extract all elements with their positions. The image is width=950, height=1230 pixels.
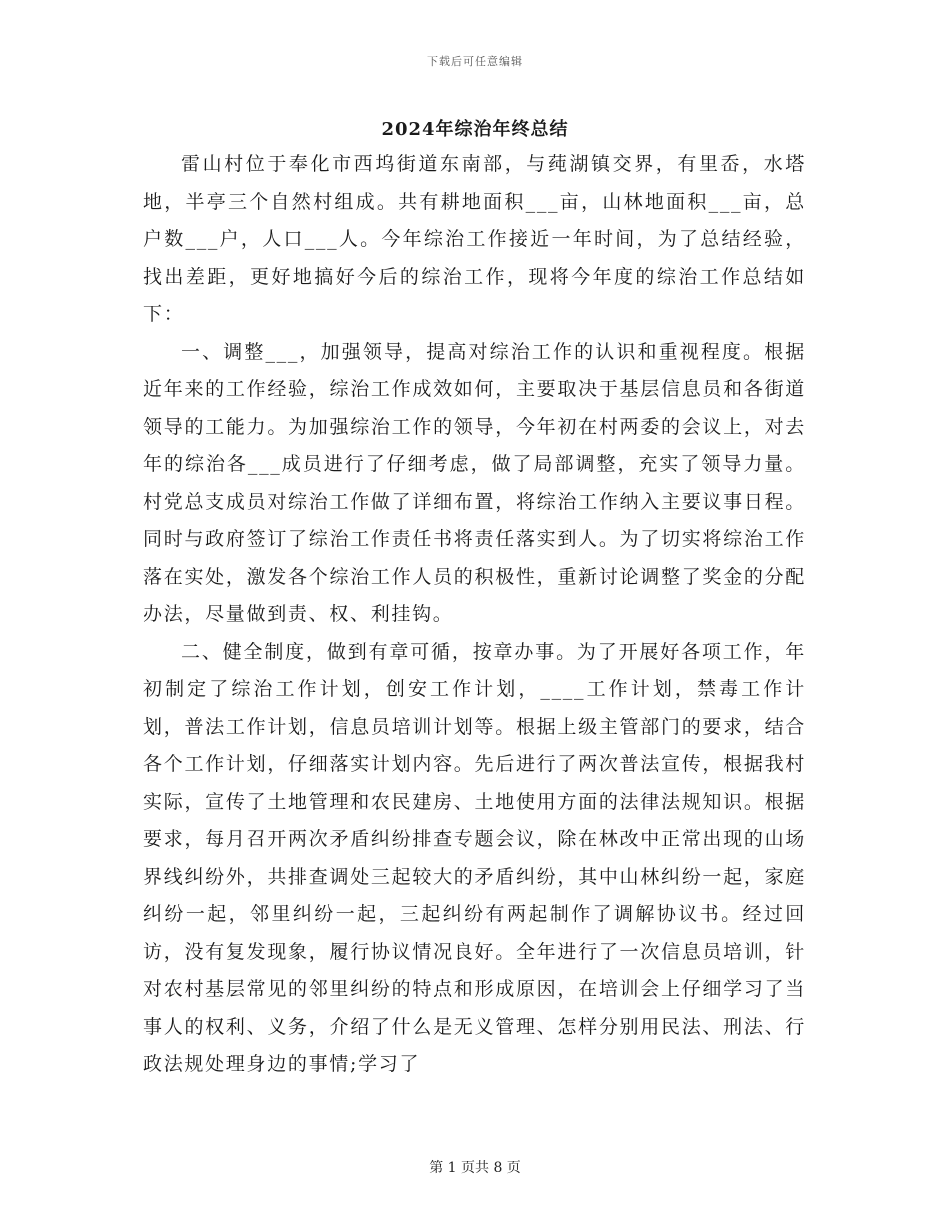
header-note: 下载后可任意编辑 xyxy=(427,55,523,68)
paragraph-intro: 雷山村位于奉化市西坞街道东南部，与莼湖镇交界，有里岙，水塔地，半亭三个自然村组成。共有耕地面积___亩，山林地面积___亩，总户数___户，人口___人。今年综治工作接近一年时间，为了总结经验，找出差距，更好地搞好今后的综治工作，现将今年度的综治工作总结如下： xyxy=(143,153,806,325)
document-title: 2024年综治年终总结 xyxy=(381,119,569,140)
page-number-footer: 第 1 页共 8 页 xyxy=(429,1160,521,1176)
document-body xyxy=(143,146,806,1084)
paragraph-section-1: 一、调整___，加强领导，提高对综治工作的认识和重视程度。根据近年来的工作经验，综治工作成效如何，主要取决于基层信息员和各街道领导的工能力。为加强综治工作的领导，今年初在村两委的会议上，对去年的综治各___成员进行了仔细考虑，做了局部调整，充实了领导力量。村党总支成员对综治工作做了详细布置，将综治工作纳入主要议事日程。同时与政府签订了综治工作责任书将责任落实到人。为了切实将综治工作落在实处，激发各个综治工作人员的积极性，重新讨论调整了奖金的分配办法，尽量做到责、权、利挂钩。 xyxy=(143,340,806,625)
paragraph-section-2: 二、健全制度，做到有章可循，按章办事。为了开展好各项工作，年初制定了综治工作计划，创安工作计划，____工作计划，禁毒工作计划，普法工作计划，信息员培训计划等。根据上级主管部门的要求，结合各个工作计划，仔细落实计划内容。先后进行了两次普法宣传，根据我村实际，宣传了土地管理和农民建房、土地使用方面的法律法规知识。根据要求，每月召开两次矛盾纠纷排查专题会议，除在林改中正常出现的山场界线纠纷外，共排查调处三起较大的矛盾纠纷，其中山林纠纷一起，家庭纠纷一起，邻里纠纷一起，三起纠纷有两起制作了调解协议书。经过回访，没有复发现象，履行协议情况良好。全年进行了一次信息员培训，针对农村基层常见的邻里纠纷的特点和形成原因，在培训会上仔细学习了当事人的权利、义务，介绍了什么是无义管理、怎样分别用民法、刑法、行政法规处理身边的事情;学习了 xyxy=(143,640,806,1075)
